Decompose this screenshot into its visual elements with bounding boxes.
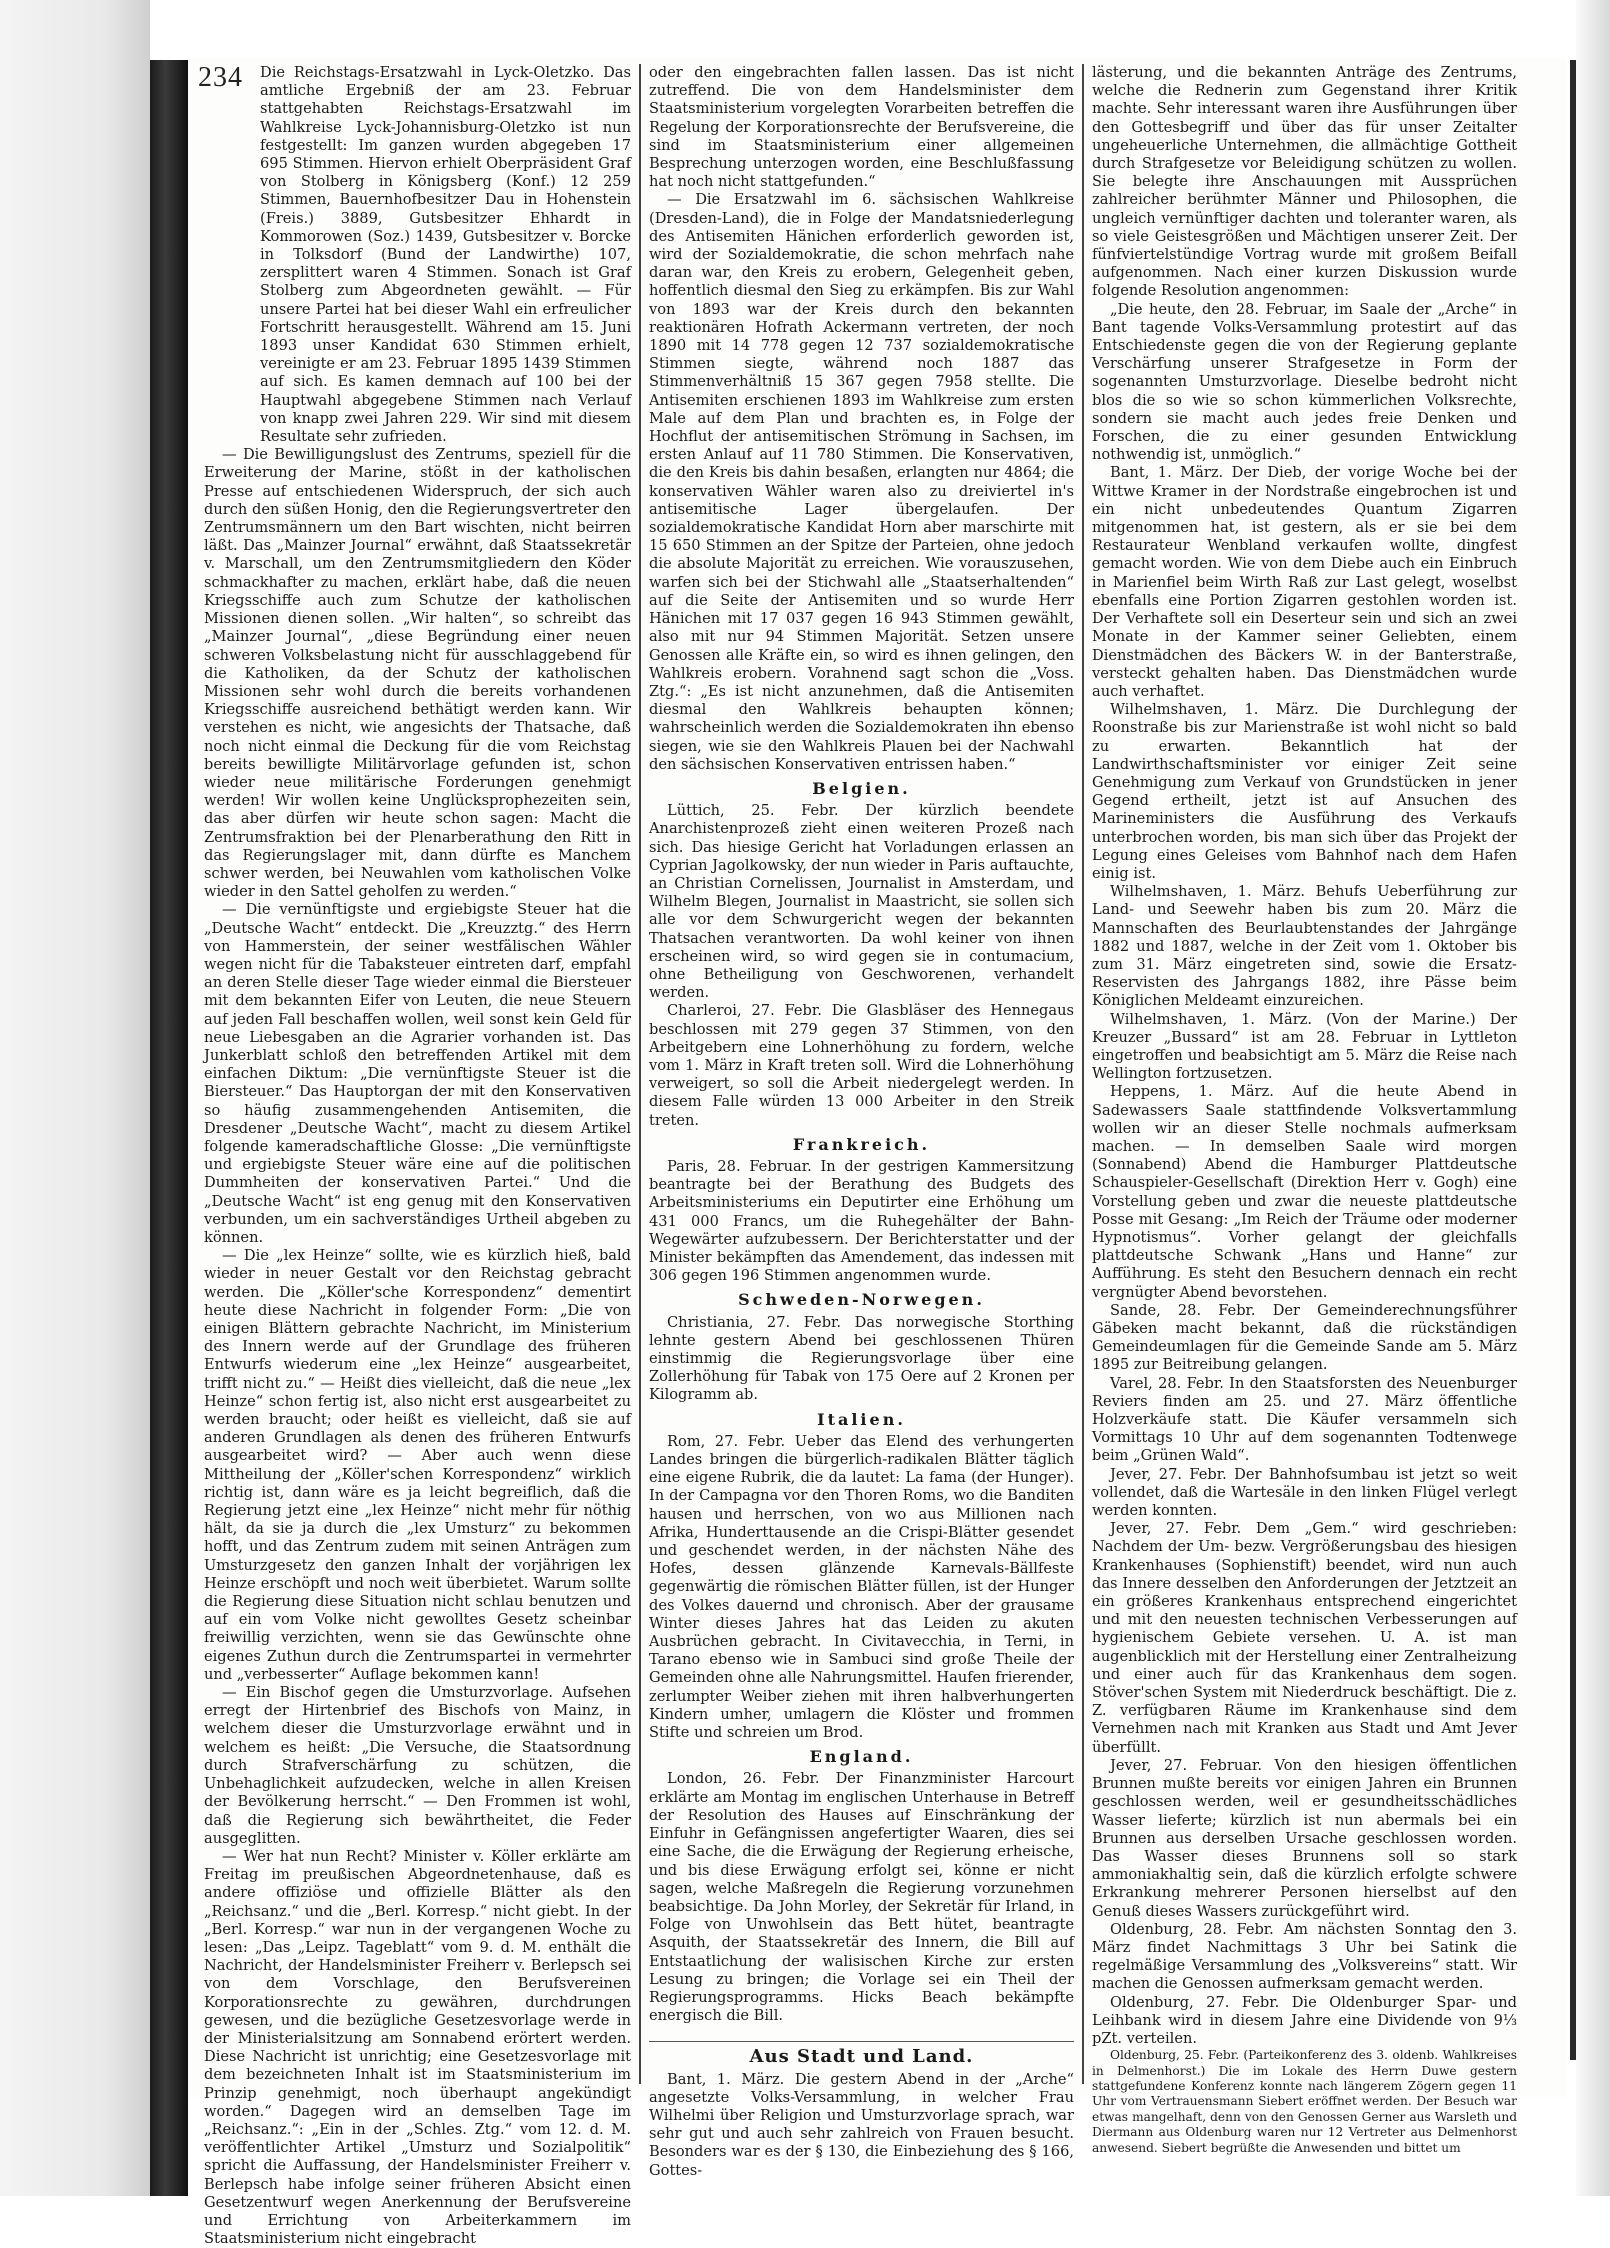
article-paragraph: Die Reichstags-Ersatzwahl in Lyck-Oletzko. Das amtliche Ergebniß der am 23. Februar stattgehabten Reichstags-Ersatzwahl im Wahlkreise Lyck-Johannisburg-Oletzko ist nun festgestellt: Im ganzen wurden abgegeben 17 695 Stimmen. Hiervon erhielt Oberpräsident Graf von Stolberg in Königsberg (Konf.) 12 259 Stimmen, Bauernhofbesitzer Dau in Hohenstein (Freis.) 3889, Gutsbesitzer Ehhardt in Kommorowen (Soz.) 1439, Gutsbesitzer v. Borcke in Tolksdorf (Bund der Landwirthe) 107, zersplittert waren 4 Stimmen. Sonach ist Graf Stolberg zum Abgeordneten gewählt. — Für unsere Partei hat bei dieser Wahl ein erfreulicher Fortschritt herausgestellt. Während am 15. Juni 1893 unser Kandidat 630 Stimmen erhielt, vereinigte er am 23. Februar 1895 1439 Stimmen auf sich. Es kamen demnach auf 100 bei der Hauptwahl abgegebene Stimmen nach Verlauf von knapp zwei Jahren 229. Wir sind mit diesem Resultate sehr zufrieden. xyxy=(260,64,631,446)
article-paragraph: Charleroi, 27. Febr. Die Glasbläser des Hennegaus beschlossen mit 279 gegen 37 Stimmen, von den Arbeitgebern eine Lohnerhöhung zu fordern, welche vom 1. März in Kraft treten soll. Wird die Lohnerhöhung verweigert, so soll die Arbeit niedergelegt werden. In diesem Falle würden 13 000 Arbeiter in den Streik treten. xyxy=(649,1002,1074,1129)
article-paragraph: Christiania, 27. Febr. Das norwegische Storthing lehnte gestern Abend bei geschlossenen Thüren einstimmig die Regierungsvorlage über eine Zollerhöhung für Tabak von 175 Oere auf 2 Kronen per Kilogramm ab. xyxy=(649,1313,1074,1404)
article-paragraph: Varel, 28. Febr. In den Staatsforsten des Neuenburger Reviers finden am 25. und 27. März öffentliche Holzverkäufe statt. Die Käufer versammeln sich Vormittags 10 Uhr auf dem sogenannten Todtenwege beim „Grünen Wald“. xyxy=(1092,1374,1517,1465)
article-paragraph: — Die Bewilligungslust des Zentrums, speziell für die Erweiterung der Marine, stößt in der katholischen Presse auf entschiedenen Widerspruch, der sich auch durch den süßen Honig, den die Regierungsvertreter den Zentrumsmännern um den Bart wischten, nicht beirren läßt. Das „Mainzer Journal“ erwähnt, daß Staatssekretär v. Marschall, um den Zentrumsmitgliedern den Köder schmackhafter zu machen, erklärt habe, daß die neuen Kriegsschiffe auch zum Schutze der katholischen Missionen dienen sollen. „Wir halten“, so schreibt das „Mainzer Journal“, „diese Begründung einer neuen schweren Volksbelastung nicht für ausschlaggebend für die Katholiken, da der Schutz der katholischen Missionen sehr wohl durch die bereits vorhandenen Kriegsschiffe ausreichend bethätigt werden kann. Wir verstehen es nicht, wie angesichts der Thatsache, daß noch nicht einmal die Deckung für die vom Reichstag bereits bewilligte Militärvorlage gefunden ist, schon wieder neue militärische Forderungen genehmigt werden! Wir wollen keine Unglücksprophezeiten sein, das aber dürfen wir heute schon sagen: Macht die Zentrumsfraktion bei der Plenarberathung den Ritt in das Regierungslager mit, dann dürfte es Manchem schwer werden, bei Neuwahlen vom katholischen Volke wieder in den Sattel geholfen zu werden.“ xyxy=(204,446,631,901)
column-2 xyxy=(639,64,1082,2179)
article-paragraph: oder den eingebrachten fallen lassen. Das ist nicht zutreffend. Die von dem Handelsminister dem Staatsministerium vorgelegten Vorarbeiten betreffen die Regelung der Korporationsrechte der Berufsvereine, die sind im Staatsministerium einer allgemeinen Besprechung unterzogen worden, eine Beschlußfassung hat noch nicht stattgefunden.“ xyxy=(649,64,1074,191)
page-edge-right xyxy=(1576,0,1610,2196)
article-paragraph: Bant, 1. März. Der Dieb, der vorige Woche bei der Wittwe Kramer in der Nordstraße eingebrochen ist und ein nicht unbedeutendes Quantum Zigarren mitgenommen hat, ist gestern, als er sie bei dem Restaurateur Wenbland verkaufen wollte, dingfest gemacht worden. Wie von dem Diebe auch ein Einbruch in Marienfiel beim Wirth Raß zur Last gelegt, woselbst ebenfalls eine Portion Zigarren gestohlen worden ist. Der Verhaftete soll ein Deserteur sein und sich an zwei Monate in der Kammer seiner Geliebten, einem Dienstmädchen des Bäckers W. in der Banterstraße, versteckt gehalten haben. Das Dienstmädchen wurde auch verhaftet. xyxy=(1092,464,1517,700)
article-paragraph: Bant, 1. März. Die gestern Abend in der „Arche“ angesetzte Volks-Versammlung, in welcher Frau Wilhelmi über Religion und Umsturzvorlage sprach, war sehr gut und auch sehr zahlreich von Frauen besucht. Besonders war es der § 130, die Einbeziehung des § 166, Gottes- xyxy=(649,2070,1074,2179)
article-paragraph: lästerung, und die bekannten Anträge des Zentrums, welche die Rednerin zum Gegenstand ihrer Kritik machte. Sehr interessant waren ihre Ausführungen über den Gottesbegriff und über das für unser Zeitalter ungeheuerliche Unternehmen, die allmächtige Gottheit durch Strafgesetze vor Beleidigung schützen zu wollen. Sie belegte ihre Anschauungen mit Aussprüchen zahlreicher berühmter Männer und Philosophen, die ungleich vernünftiger dachten und toleranter waren, als so viele Geistesgrößen und Mächtigen unserer Zeit. Der fünfviertelstündige Vortrag wurde mit großem Beifall aufgenommen. Nach einer kurzen Diskussion wurde folgende Resolution angenommen: xyxy=(1092,64,1517,300)
section-heading-belgien: Belgien. xyxy=(812,778,911,798)
article-paragraph: — Wer hat nun Recht? Minister v. Köller erklärte am Freitag im preußischen Abgeordnetenhause, daß es andere offiziöse und offizielle Blätter als den „Reichsanz.“ und die „Berl. Korresp.“ nicht giebt. In der „Berl. Korresp.“ war nun in der vergangenen Woche zu lesen: „Das „Leipz. Tageblatt“ vom 9. d. M. enthält die Nachricht, der Handelsminister Freiherr v. Berlepsch sei von dem Vorschlage, den Berufsvereinen Korporationsrechte zu gewähren, durchdrungen gewesen, und die bezügliche Gesetzesvorlage werde in der Ministerialsitzung am Sonnabend erörtert werden. Diese Nachricht ist unrichtig; eine Gesetzesvorlage mit dem bezeichneten Inhalt ist im Staatsministerium im Prinzip genehmigt, noch überhaupt angekündigt worden.“ Dagegen wird an demselben Tage im „Reichsanz.“: „Ein in der „Schles. Ztg.“ vom 12. d. M. veröffentlichter Artikel „Umsturz und Sozialpolitik“ spricht die Auffassung, der Handelsminister Freiherr v. Berlepsch habe infolge seiner früheren Absicht einen Gesetzentwurf wegen Anerkennung der Berufsvereine und Errichtung von Arbeiterkammern im Staatsministerium nicht eingebracht xyxy=(204,1847,631,2248)
binding-edge xyxy=(150,60,188,2196)
article-paragraph: Lüttich, 25. Febr. Der kürzlich beendete Anarchistenprozeß zieht einen weiteren Prozeß nach sich. Das hiesige Gericht hat Vorladungen erlassen an Cyprian Jagolkowsky, der nun wieder in Paris auftauchte, an Christian Cornelissen, Journalist in Amsterdam, und Wilhelm Blegen, Journalist in Maastricht, sie sollen sich alle vor dem Schwurgericht wegen der bekannten Thatsachen verantworten. Da wohl keiner von ihnen erscheinen wird, so wird gegen sie in contumacium, ohne Betheiligung von Geschworenen, verhandelt werden. xyxy=(649,802,1074,1002)
article-paragraph: Wilhelmshaven, 1. März. Die Durchlegung der Roonstraße bis zur Marienstraße ist wohl nicht so bald zu erwarten. Bekanntlich hat der Landwirthschaftsminister vor einiger Zeit seine Genehmigung zum Verkauf von Grundstücken in jener Gegend ertheilt, jetzt ist auf Ansuchen des Marineministers die Ausführung des Verkaufs unterbrochen worden, bis man sich über das Projekt der Legung eines Geleises vom Bahnhof nach dem Hafen einig ist. xyxy=(1092,701,1517,882)
article-paragraph: Jever, 27. Februar. Von den hiesigen öffentlichen Brunnen mußte bereits vor einigen Jahren ein Brunnen geschlossen werden, weil er gesundheitsschädliches Wasser lieferte; kürzlich ist nun abermals bei ein Brunnen aus derselben Ursache geschlossen worden. Das Wasser dieses Brunnens soll so stark ammoniakhaltig sein, daß die kürzlich erfolgte schwere Erkrankung mehrerer Personen hierselbst auf den Genuß dieses Wassers zurückgeführt wird. xyxy=(1092,1756,1517,1920)
article-paragraph: Wilhelmshaven, 1. März. (Von der Marine.) Der Kreuzer „Bussard“ ist am 28. Februar in Lyttleton eingetroffen und beabsichtigt am 5. März die Reise nach Wellington fortzusetzen. xyxy=(1092,1010,1517,1083)
article-paragraph: Paris, 28. Februar. In der gestrigen Kammersitzung beantragte bei der Berathung des Budgets des Arbeitsministeriums ein Deputirter eine Erhöhung um 431 000 Francs, um die Ruhegehälter der Bahn-Wegewärter aufzubessern. Der Berichterstatter und der Minister bekämpften das Amendement, das indessen mit 306 gegen 196 Stimmen angenommen wurde. xyxy=(649,1157,1074,1285)
section-heading-italien: Italien. xyxy=(817,1409,906,1429)
article-paragraph: Jever, 27. Febr. Der Bahnhofsumbau ist jetzt so weit vollendet, daß die Wartesäle in den linken Flügel verlegt werden konnten. xyxy=(1092,1465,1517,1520)
article-paragraph: Sande, 28. Febr. Der Gemeinderechnungsführer Gäbeken macht bekannt, daß die rückständigen Gemeindeumlagen für die Gemeinde Sande am 5. März 1895 zur Beitreibung gelangen. xyxy=(1092,1301,1517,1374)
resolution-paragraph: „Die heute, den 28. Februar, im Saale der „Arche“ in Bant tagende Volks-Versammlung protestirt auf das Entschiedenste gegen die von der Regierung geplante Verschärfung unserer Strafgesetze in Form der sogenannten Umsturzvorlage. Dieselbe bedroht nicht blos die so wie so schon kümmerlichen Volksrechte, sondern sie macht auch jedes freie Denken und Forschen, die zu einer gesunden Entwicklung nothwendig ist, unmöglich.“ xyxy=(1092,300,1517,464)
article-paragraph: Oldenburg, 27. Febr. Die Oldenburger Spar- und Leihbank wird in diesem Jahre eine Dividende von 9⅓ pZt. verteilen. xyxy=(1092,1993,1517,2047)
column-3 xyxy=(1082,64,1525,2155)
section-heading-england: England. xyxy=(809,1747,914,1767)
section-heading-frankreich: Frankreich. xyxy=(792,1134,931,1154)
book-gutter xyxy=(0,0,150,2196)
article-paragraph: — Die Ersatzwahl im 6. sächsischen Wahlkreise (Dresden-Land), die in Folge der Mandatsniederlegung des Antisemiten Hänichen erforderlich geworden ist, wird der Sozialdemokratie, die schon mehrfach nahe daran war, den Kreis zu erobern, Gelegenheit geben, hoffentlich diesmal den Sieg zu erkämpfen. Bis zur Wahl von 1893 war der Kreis durch den bekannten reaktionären Hofrath Ackermann vertreten, der noch 1890 mit 14 778 gegen 12 737 sozialdemokratische Stimmen siegte, während noch 1887 das Stimmenverhältniß 15 367 gegen 7958 stellte. Die Antisemiten erschienen 1893 im Wahlkreise zum ersten Male auf dem Plan und brachten es, in Folge der Hochflut der antisemitischen Strömung in Sachsen, im ersten Anlauf auf 11 780 Stimmen. Die Konservativen, die den Kreis bis dahin besaßen, erlangten nur 4864; die konservativen Wähler waren also zu dreiviertel in's antisemitische Lager übergelaufen. Der sozialdemokratische Kandidat Horn aber marschirte mit 15 650 Stimmen an der Spitze der Parteien, ohne jedoch die absolute Majorität zu erreichen. Wie vorauszusehen, warfen sich bei der Stichwahl alle „Staatserhaltenden“ auf die Seite der Antisemiten und so wurde Herr Hänichen mit 17 037 gegen 16 943 Stimmen gewählt, also mit nur 94 Stimmen Majorität. Setzen unsere Genossen alle Kräfte ein, so wird es ihnen gelingen, den Wahlkreis erobern. Vorahnend sagt schon die „Voss. Ztg.“: „Es ist nicht anzunehmen, daß die Antisemiten diesmal den Wahlkreis behaupten können; wahrscheinlich werden die Sozialdemokraten ihn ebenso siegen, wie sie den Wahlkreis Plauen bei der Nachwahl den sächsischen Konservativen entrissen haben.“ xyxy=(649,191,1074,773)
page-edge-rule xyxy=(1570,60,1576,2060)
article-paragraph: — Die vernünftigste und ergiebigste Steuer hat die „Deutsche Wacht“ entdeckt. Die „Kreuzztg.“ des Herrn von Hammerstein, der seiner westfälischen Wähler wegen nicht für die Tabaksteuer eintreten darf, empfahl an deren Stelle dieser Tage wieder einmal die Biersteuer mit dem bekannten Eifer von Leuten, die neue Steuern auf jeden Fall beschaffen wollen, weil sonst kein Geld für neue Liebesgaben an die Agrarier vorhanden ist. Das Junkerblatt schloß den betreffenden Artikel mit dem einfachen Diktum: „Die vernünftigste Steuer ist die Biersteuer.“ Das Hauptorgan der mit den Konservativen so häufig zusammengehenden Antisemiten, die Dresdener „Deutsche Wacht“, macht zu diesem Artikel folgende kameradschaftliche Glosse: „Die vernünftigste und ergiebigste Steuer wäre eine auf die politischen Dummheiten der konservativen Partei.“ Und die „Deutsche Wacht“ ist eng genug mit den Konservativen verbunden, um ein sachverständiges Urtheil abgeben zu können. xyxy=(204,901,631,1246)
article-paragraph: Oldenburg, 28. Febr. Am nächsten Sonntag den 3. März findet Nachmittags 3 Uhr bei Satink die regelmäßige Versammlung des „Volksvereins“ statt. Wir machen die Genossen aufmerksam gemacht werden. xyxy=(1092,1920,1517,1993)
section-heading-schweden-norwegen: Schweden-Norwegen. xyxy=(738,1290,985,1310)
article-paragraph: London, 26. Febr. Der Finanzminister Harcourt erklärte am Montag im englischen Unterhause in Betreff der Resolution des Hauses auf Einschränkung der Einfuhr in Gefängnissen angefertigter Waaren, dies sei eine Sache, die die Erwägung der Regierung erheische, und bis diese Erwägung erfolgt sei, könne er nicht sagen, welche Maßregeln die Regierung vorzunehmen beabsichtige. Da John Morley, der Sekretär für Irland, in Folge von Unwohlsein das Bett hütet, beantragte Asquith, der Staatssekretär des Innern, die Bill auf Entstaatlichung der walisischen Kirche zur ersten Lesung zu bringen; die Vorlage sei ein Theil der Regierungsprogramms. Hicks Beach bekämpfte energisch die Bill. xyxy=(649,1770,1074,2025)
article-paragraph: — Die „lex Heinze“ sollte, wie es kürzlich hieß, bald wieder in neuer Gestalt vor den Reichstag gebracht werden. Die „Köller'sche Korrespondenz“ dementirt heute diese Nachricht in folgender Form: „Die von einigen Blättern gebrachte Nachricht, im Ministerium des Innern werde auf der Grundlage des früheren Entwurfs wiederum eine „lex Heinze“ ausgearbeitet, trifft nicht zu.“ — Heißt dies vielleicht, daß die neue „lex Heinze“ schon fertig ist, also nicht erst ausgearbeitet zu werden braucht; oder heißt es vielleicht, daß sie auf anderen Grundlagen als denen des früheren Entwurfs ausgearbeitet wird? — Aber auch wenn diese Mittheilung der „Köller'schen Korrespondenz“ wirklich richtig ist, dann wäre es ja leicht begreiflich, daß die Regierung jetzt eine „lex Heinze“ nicht mehr für nöthig hält, da sie ja durch die „lex Umsturz“ zu bekommen hofft, und das Zentrum zudem mit seinen Anträgen zum Umsturzgesetz den ganzen Inhalt der vorjährigen lex Heinze erschöpft und noch weit überbietet. Warum sollte die Regierung diese Situation nicht schlau benutzen und auf ein vom Volke nicht gewolltes Gesetz scheinbar freiwillig verzichten, wenn sie das Gewünschte ohne eigenes Zuthun durch die Zentrumspartei in vermehrter und „verbesserter“ Auflage bekommen kann! xyxy=(204,1247,631,1683)
small-print-note: Oldenburg, 25. Febr. (Parteikonferenz des 3. oldenb. Wahlkreises in Delmenhorst.) Die im Lokale des Herrn Duwe gestern stattgefundene Konferenz konnte nach längerem Zögern gegen 11 Uhr vom Vertrauensmann Siebert eröffnet werden. Der Besuch war etwas mangelhaft, denn von den Genossen Gerner aus Warsleth und Diermann aus Oldenburg waren nur 12 Vertreter aus Delmenhorst anwesend. Siebert begrüßte die Anwesenden und bittet um xyxy=(1092,2048,1517,2155)
column-1 xyxy=(196,64,639,2248)
page-number: 234 xyxy=(198,62,243,93)
article-paragraph: — Ein Bischof gegen die Umsturzvorlage. Aufsehen erregt der Hirtenbrief des Bischofs von Mainz, in welchem dieser die Umsturzvorlage erwähnt und in welchem es heißt: „Die Versuche, die Staatsordnung durch Strafverschärfung zu schützen, die Unbehaglichkeit aufzudecken, welche in allen Kreisen der Bevölkerung herrscht.“ — Den Frommen ist wohl, daß die Regierung sich bewährtheitet, die Feder ausgeglitten. xyxy=(204,1684,631,1847)
article-paragraph: Wilhelmshaven, 1. März. Behufs Ueberführung zur Land- und Seewehr haben bis zum 20. März die Mannschaften des Beurlaubtenstandes der Jahrgänge 1882 und 1887, welche in der Zeit vom 1. Oktober bis zum 31. März eingetreten sind, sowie die Ersatz-Reservisten des Jahrgangs 1882, ihre Pässe beim Königlichen Meldeamt einzureichen. xyxy=(1092,883,1517,1010)
article-paragraph: Heppens, 1. März. Auf die heute Abend in Sadewassers Saale stattfindende Volksvertammlung wollen wir an dieser Stelle nochmals aufmerksam machen. — In demselben Saale wird morgen (Sonnabend) Abend die Hamburger Plattdeutsche Schauspieler-Gesellschaft (Direktion Herr v. Gogh) eine Vorstellung geben und zwar die neueste plattdeutsche Posse mit Gesang: „Im Reich der Träume oder moderner Hypnotismus“. Vorher gelangt der gleichfalls plattdeutsche Schwank „Hans und Hanne“ zur Aufführung. Es steht den Besuchern dennach ein recht vergnügter Abend bevorstehen. xyxy=(1092,1083,1517,1301)
section-heading-aus-stadt-und-land: Aus Stadt und Land. xyxy=(649,2041,1074,2066)
article-paragraph: Rom, 27. Febr. Ueber das Elend des verhungerten Landes bringen die bürgerlich-radikalen Blätter täglich eine eigene Rubrik, die da lautet: La fama (der Hunger). In der Campagna vor den Thoren Roms, wo die Banditen hausen und herrschen, von wo aus Millionen nach Afrika, Hunderttausende an die Crispi-Blätter gesendet und geschendet werden, in der nächsten Nähe des Hofes, dessen glänzende Karnevals-Bällfeste gegenwärtig die römischen Blätter füllen, ist der Hunger des Volkes dauernd und chronisch. Aber der grausame Winter dieses Jahres hat das Leiden zu akuten Ausbrüchen gebracht. In Civitavecchia, in Terni, in Tarano ebenso wie in Sambuci sind große Theile der Gemeinden ohne alle Nahrungsmittel. Haufen frierender, zerlumpter Weiber ziehen mit ihren halbverhungerten Kindern umher, umlagern die Klöster und frommen Stifte und schreien um Brod. xyxy=(649,1432,1074,1742)
newspaper-columns xyxy=(196,64,1562,2248)
article-paragraph: Jever, 27. Febr. Dem „Gem.“ wird geschrieben: Nachdem der Um- bezw. Vergrößerungsbau des hiesigen Krankenhauses (Sophienstift) beendet, wird nun auch das Innere desselben den Anforderungen der Jetztzeit an ein größeres Krankenhaus entsprechend eingerichtet und mit den neuesten technischen Verbesserungen auf hygienischem Gebiete versehen. U. A. ist man augenblicklich mit der Herstellung einer Zentralheizung und einer auch für das Krankenhaus dem sogen. Stöver'schen System mit Niederdruck beschäftigt. Die z. Z. verfügbaren Räume im Krankenhause sind dem Vernehmen nach mit Kranken aus Stadt und Amt Jever überfüllt. xyxy=(1092,1520,1517,1756)
